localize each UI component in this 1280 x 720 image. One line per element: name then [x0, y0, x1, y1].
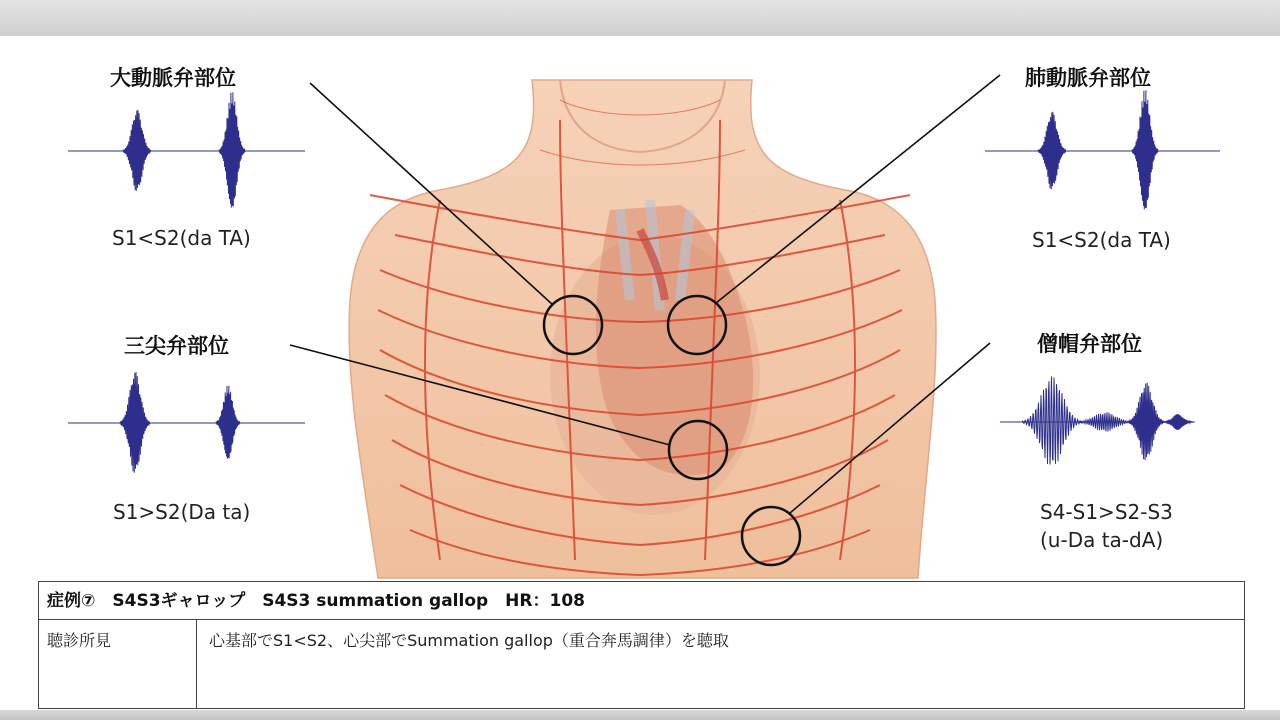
mitral-pattern-line2: (u-Da ta-dA) — [1040, 528, 1164, 552]
finding-text: 心基部でS1<S2、心尖部でSummation gallop（重合奔馬調律）を聴取 — [209, 631, 729, 650]
aortic-pattern: S1<S2(da TA) — [112, 226, 251, 250]
mitral-title: 僧帽弁部位 — [1037, 332, 1142, 356]
bottom-band — [0, 710, 1280, 720]
pulmonic-title: 肺動脈弁部位 — [1025, 66, 1151, 90]
mitral-pattern-line1: S4-S1>S2-S3 — [1040, 500, 1173, 524]
pulmonic-waveform — [985, 90, 1220, 209]
tricuspid-title: 三尖弁部位 — [124, 334, 229, 358]
aortic-waveform — [68, 92, 305, 207]
tricuspid-pattern: S1>S2(Da ta) — [113, 500, 251, 524]
finding-label: 聴診所見 — [39, 620, 197, 708]
case-header: 症例⑦ S4S3ギャロップ S4S3 summation gallop HR：108 — [39, 582, 1244, 620]
case-table — [38, 581, 1245, 709]
tricuspid-waveform — [68, 372, 305, 473]
mitral-waveform — [1000, 376, 1195, 464]
case-row — [39, 620, 1244, 708]
pulmonic-pattern: S1<S2(da TA) — [1032, 228, 1171, 252]
aortic-title: 大動脈弁部位 — [110, 66, 236, 90]
